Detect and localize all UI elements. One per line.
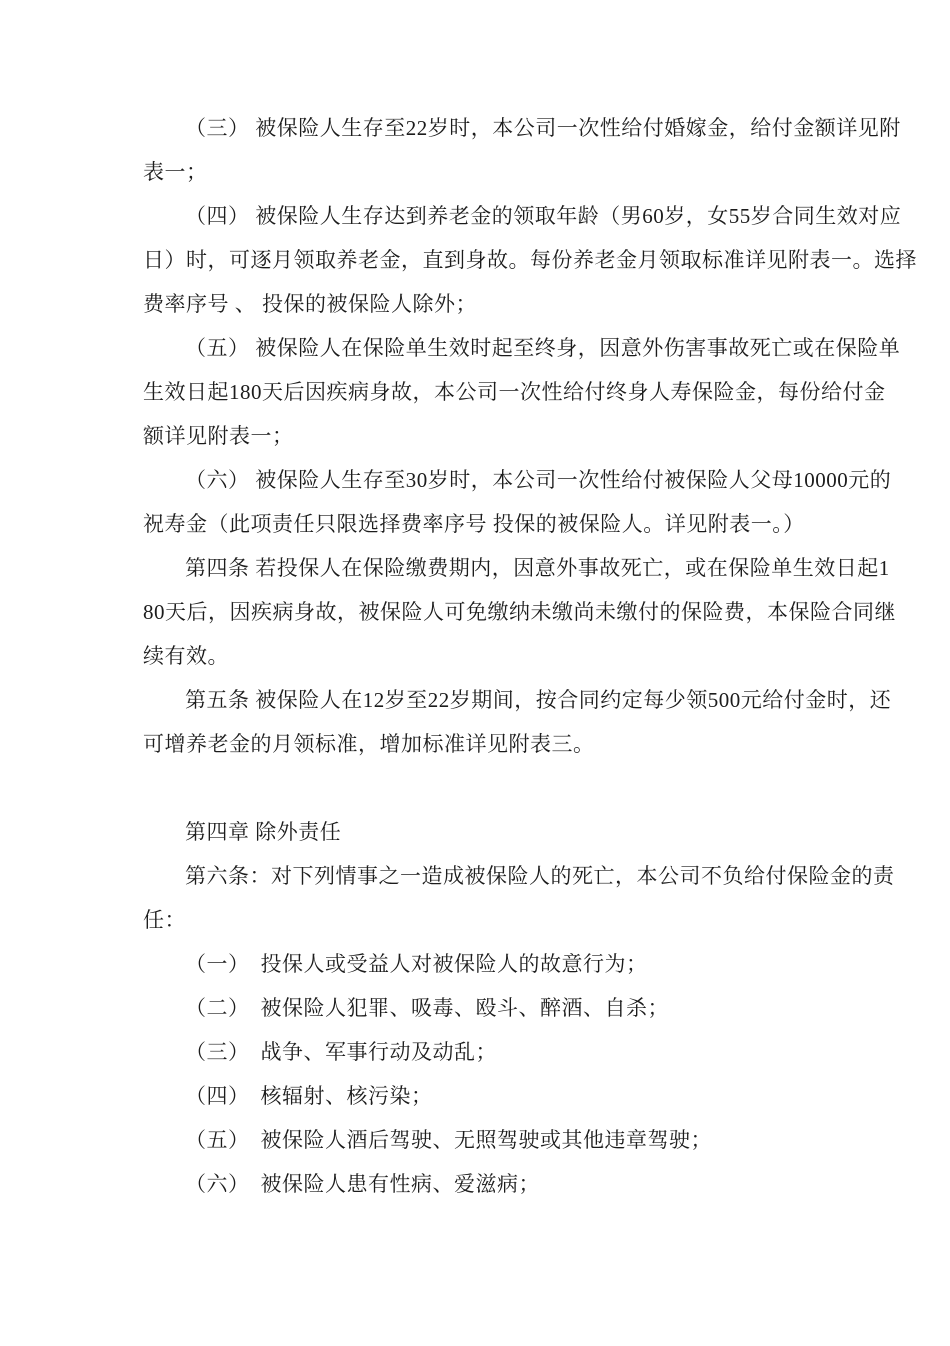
text-line: （五） 被保险人在保险单生效时起至终身，因意外伤害事故死亡或在保险单 (185, 336, 901, 360)
text-line: 可增养老金的月领标准，增加标准详见附表三。 (143, 732, 595, 756)
text-line: 日）时，可逐月领取养老金，直到身故。每份养老金月领取标准详见附表一。选择 (143, 248, 917, 272)
text-line: 任： (143, 908, 186, 932)
text-line: 祝寿金（此项责任只限选择费率序号 投保的被保险人。详见附表一。） (143, 512, 805, 536)
text-line: 第五条 被保险人在12岁至22岁期间，按合同约定每少领500元给付金时，还 (185, 688, 892, 712)
text-line: 80天后，因疾病身故，被保险人可免缴纳未缴尚未缴付的保险费，本保险合同继 (143, 600, 896, 624)
text-line: （三） 战争、军事行动及动乱； (185, 1040, 497, 1064)
text-line: 额详见附表一； (143, 424, 294, 448)
text-line: 第四章 除外责任 (185, 820, 342, 844)
text-line: （六） 被保险人生存至30岁时，本公司一次性给付被保险人父母10000元的 (185, 468, 892, 492)
text-line: （六） 被保险人患有性病、爱滋病； (185, 1172, 540, 1196)
text-line: （三） 被保险人生存至22岁时，本公司一次性给付婚嫁金，给付金额详见附 (185, 116, 901, 140)
blank-line (143, 766, 818, 810)
text-line: （五） 被保险人酒后驾驶、无照驾驶或其他违章驾驶； (185, 1128, 712, 1152)
text-line: （一） 投保人或受益人对被保险人的故意行为； (185, 952, 648, 976)
text-line: （四） 核辐射、核污染； (185, 1084, 433, 1108)
text-line: （二） 被保险人犯罪、吸毒、殴斗、醉酒、自杀； (185, 996, 669, 1020)
text-line: 第六条：对下列情事之一造成被保险人的死亡，本公司不负给付保险金的责 (185, 864, 895, 888)
text-line: 生效日起180天后因疾病身故，本公司一次性给付终身人寿保险金，每份给付金 (143, 380, 886, 404)
text-line: （四） 被保险人生存达到养老金的领取年龄（男60岁，女55岁合同生效对应 (185, 204, 902, 228)
text-line: 续有效。 (143, 644, 229, 668)
text-line: 表一； (143, 160, 208, 184)
text-line: 第四条 若投保人在保险缴费期内，因意外事故死亡，或在保险单生效日起1 (185, 556, 890, 580)
text-line: 费率序号 、 投保的被保险人除外； (143, 292, 477, 316)
document-body (143, 106, 917, 1206)
